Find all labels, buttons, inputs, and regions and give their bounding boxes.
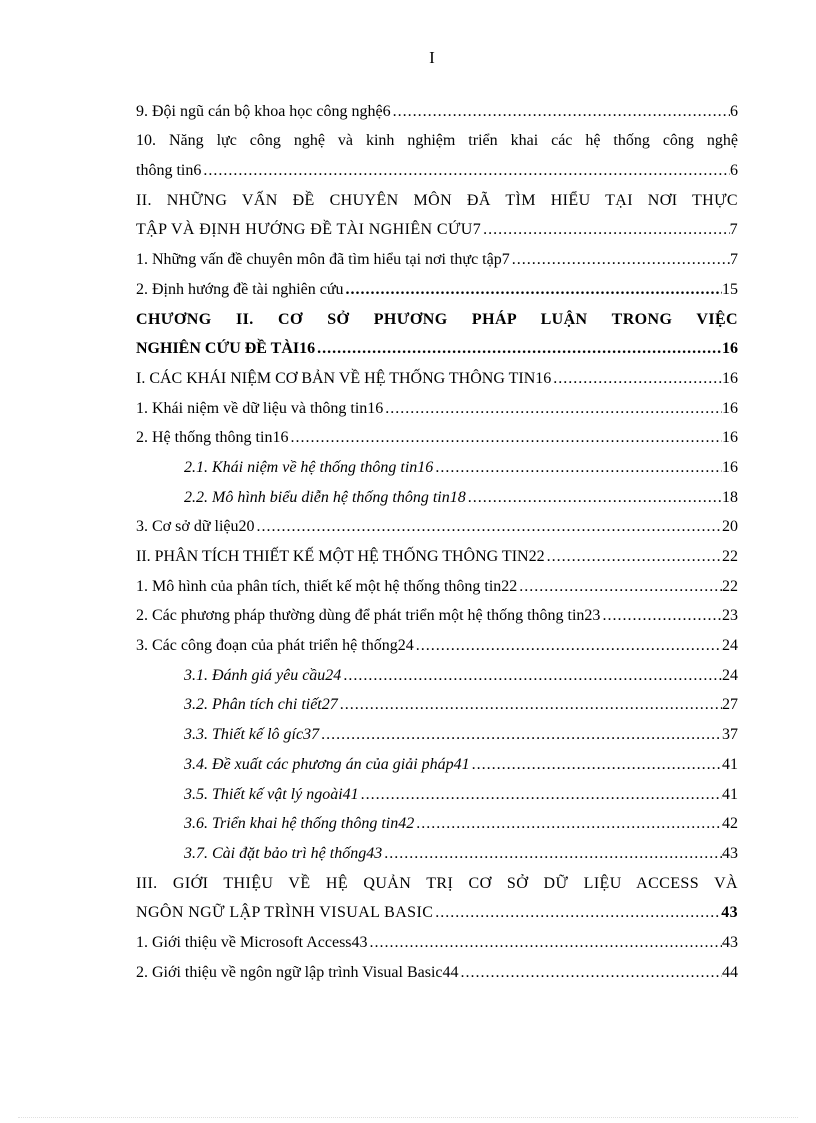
toc-entry[interactable] <box>136 745 738 775</box>
toc-entry[interactable] <box>136 864 738 894</box>
toc-entry-page: 6 <box>730 102 738 120</box>
toc-entry-title: NGÔN NGỮ LẬP TRÌNH VISUAL BASIC <box>136 904 434 922</box>
toc-entry[interactable] <box>136 686 738 716</box>
dot-leader <box>433 458 722 478</box>
toc-entry-title: 3.6. Triển khai hệ thống thông tin42 <box>184 815 415 833</box>
dot-leader <box>517 577 722 597</box>
toc-entry-title: 3.7. Cài đặt bảo trì hệ thống43 <box>184 844 383 862</box>
toc-entry-title: TẬP VÀ ĐỊNH HƯỚNG ĐỀ TÀI NGHIÊN CỨU7 <box>136 221 482 239</box>
dot-leader <box>545 547 722 567</box>
dot-leader <box>341 666 722 686</box>
toc-entry[interactable] <box>136 330 738 360</box>
toc-entry[interactable] <box>136 715 738 745</box>
dot-leader <box>254 517 722 537</box>
toc-entry-title: II. PHÂN TÍCH THIẾT KẾ MỘT HỆ THỐNG THÔNG TIN22 <box>136 548 545 565</box>
toc-entry-page: 6 <box>730 162 738 180</box>
toc-entry[interactable] <box>136 151 738 181</box>
toc-entry-title: 2. Các phương pháp thường dùng để phát triển một hệ thống thông tin23 <box>136 607 601 625</box>
dot-leader <box>382 844 722 864</box>
toc-entry-title: NGHIÊN CỨU ĐỀ TÀI16 <box>136 340 316 358</box>
toc-entry-page: 15 <box>722 280 738 298</box>
toc-entry[interactable] <box>136 805 738 835</box>
toc-entry-title: 3.1. Đánh giá yêu cầu24 <box>184 666 342 684</box>
toc-entry-page: 44 <box>722 963 738 981</box>
toc-entry-title: 1. Mô hình của phân tích, thiết kế một hệ thống thông tin22 <box>136 577 518 595</box>
toc-entry-page: 37 <box>722 726 738 744</box>
dot-leader <box>414 814 722 834</box>
toc-entry-page: 27 <box>722 696 738 714</box>
toc-entry-page: 16 <box>722 458 738 476</box>
toc-entry-page: 24 <box>722 666 738 684</box>
toc-entry-title: thông tin6 <box>136 162 202 180</box>
toc-entry-title: 2.2. Mô hình biểu diễn hệ thống thông tin18 <box>184 488 466 506</box>
toc-entry[interactable] <box>136 478 738 508</box>
toc-entry-title: 3.5. Thiết kế vật lý ngoài41 <box>184 785 359 803</box>
toc-entry-title: 3.2. Phân tích chi tiết27 <box>184 696 338 714</box>
toc-entry-title: 10. Năng lực công nghệ và kinh nghiệm triển khai các hệ thống công nghệ <box>136 132 738 150</box>
toc-entry-title: III. GIỚI THIỆU VỀ HỆ QUẢN TRỊ CƠ SỞ DỮ LIỆU ACCESS VÀ <box>136 874 738 892</box>
toc-entry-title: 2.1. Khái niệm về hệ thống thông tin16 <box>184 458 434 476</box>
toc-entry-page: 7 <box>729 221 738 239</box>
page-number: I <box>429 48 435 67</box>
toc-entry-title: 2. Giới thiệu về ngôn ngữ lập trình Visual Basic44 <box>136 963 459 981</box>
dot-leader <box>201 161 730 181</box>
toc-entry-page: 16 <box>722 399 738 417</box>
toc-entry-page: 16 <box>722 429 738 447</box>
toc-entry-page: 18 <box>722 488 738 506</box>
toc-entry-title: CHƯƠNG II. CƠ SỞ PHƯƠNG PHÁP LUẬN TRONG VIỆC <box>136 310 738 328</box>
toc-entry-page: 16 <box>722 369 738 387</box>
toc-entry-title: 1. Giới thiệu về Microsoft Access43 <box>136 933 368 951</box>
toc-entry-page: 22 <box>722 577 738 595</box>
toc-entry[interactable] <box>136 122 738 152</box>
toc-entry-title: 3. Cơ sở dữ liệu20 <box>136 518 255 536</box>
toc-entry[interactable] <box>136 270 738 300</box>
toc-entry-title: I. CÁC KHÁI NIỆM CƠ BẢN VỀ HỆ THỐNG THÔNG TIN16 <box>136 369 552 387</box>
dot-leader <box>319 725 722 745</box>
toc-entry[interactable] <box>136 775 738 805</box>
toc-entry-page: 41 <box>722 785 738 803</box>
dot-leader <box>344 280 722 300</box>
toc-entry-page: 43 <box>722 933 738 951</box>
dot-leader <box>359 785 722 805</box>
dot-leader <box>481 220 729 240</box>
page-bottom-rule <box>18 1117 798 1118</box>
dot-leader <box>433 903 721 923</box>
toc-entry[interactable] <box>136 181 738 211</box>
toc-entry[interactable] <box>136 834 738 864</box>
toc-entry-page: 43 <box>721 904 738 922</box>
toc-entry-page: 23 <box>722 607 738 625</box>
toc-entry-title: 9. Đội ngũ cán bộ khoa học công nghệ6 <box>136 102 391 120</box>
toc-entry[interactable] <box>136 567 738 597</box>
toc-entry-title: 3. Các công đoạn của phát triển hệ thống24 <box>136 637 414 655</box>
toc-entry-page: 7 <box>730 251 738 269</box>
toc-entry-title: 1. Khái niệm về dữ liệu và thông tin16 <box>136 399 384 417</box>
toc-entry[interactable] <box>136 894 738 924</box>
toc-entry-title: 2. Định hướng đề tài nghiên cứu <box>136 280 344 298</box>
toc-entry-page: 42 <box>722 815 738 833</box>
toc-entry-page: 22 <box>722 548 738 565</box>
toc-entry[interactable] <box>136 537 738 567</box>
toc-entry-title: 1. Những vấn đề chuyên môn đã tìm hiểu tại nơi thực tập7 <box>136 251 510 269</box>
toc-entry-page: 20 <box>722 518 738 536</box>
dot-leader <box>288 428 722 448</box>
toc-entry-page: 16 <box>722 340 738 358</box>
toc-entry[interactable] <box>136 597 738 627</box>
toc-entry-title: 2. Hệ thống thông tin16 <box>136 429 289 447</box>
dot-leader <box>383 399 722 419</box>
toc-entry[interactable] <box>136 953 738 983</box>
toc-entry[interactable] <box>136 419 738 449</box>
toc-entry[interactable] <box>136 240 738 270</box>
dot-leader <box>338 695 722 715</box>
toc-entry[interactable] <box>136 211 738 241</box>
toc-entry-title: 3.4. Đề xuất các phương án của giải pháp41 <box>184 755 470 773</box>
toc-entry-page: 41 <box>722 755 738 773</box>
toc-entry-title: II. NHỮNG VẤN ĐỀ CHUYÊN MÔN ĐÃ TÌM HIỂU TẠI NƠI THỰC <box>136 191 738 209</box>
toc-entry[interactable] <box>136 448 738 478</box>
toc-entry[interactable] <box>136 300 738 330</box>
toc-entry[interactable] <box>136 92 738 122</box>
toc-entry-title: 3.3. Thiết kế lô gíc37 <box>184 726 320 744</box>
toc-entry[interactable] <box>136 359 738 389</box>
dot-leader <box>414 636 722 656</box>
toc-entry[interactable] <box>136 626 738 656</box>
dot-leader <box>510 250 730 270</box>
toc-entry-page: 24 <box>722 637 738 655</box>
dot-leader <box>466 488 722 508</box>
dot-leader <box>315 339 722 359</box>
toc-entry-page: 43 <box>722 844 738 862</box>
dot-leader <box>600 606 722 626</box>
dot-leader <box>368 933 722 953</box>
dot-leader <box>391 102 730 122</box>
toc-entry[interactable] <box>136 923 738 953</box>
toc-entry[interactable] <box>136 656 738 686</box>
dot-leader <box>459 963 722 983</box>
dot-leader <box>470 755 722 775</box>
table-of-contents <box>136 92 738 983</box>
toc-entry[interactable] <box>136 389 738 419</box>
dot-leader <box>551 369 722 389</box>
toc-entry[interactable] <box>136 508 738 538</box>
